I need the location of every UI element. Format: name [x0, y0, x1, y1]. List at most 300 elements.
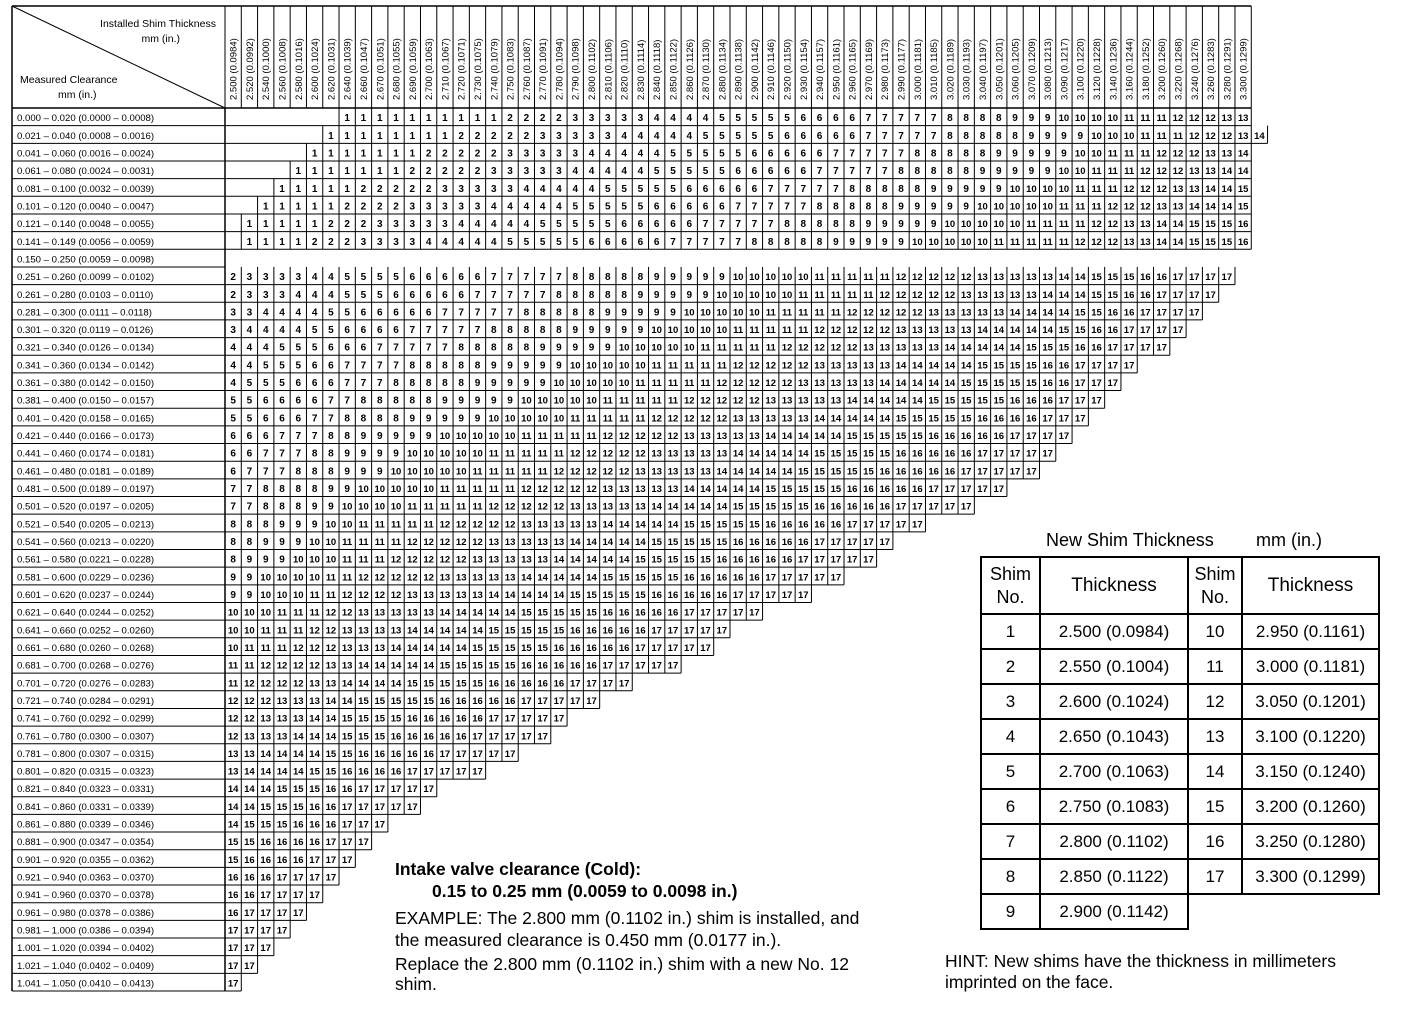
shim-number-cell: 4 — [621, 148, 627, 160]
shim-number-cell: 16 — [293, 854, 304, 866]
shim-number-cell: 4 — [556, 201, 562, 213]
shim-number-cell: 11 — [1107, 166, 1118, 178]
shim-number-cell: 17 — [244, 925, 255, 937]
shim-number-cell: 11 — [1042, 219, 1053, 231]
shim-number-cell: 12 — [1123, 183, 1135, 195]
shim-number-cell: 8 — [849, 201, 855, 213]
shim-number-cell: 17 — [1188, 272, 1200, 284]
shim-number-cell: 8 — [425, 378, 432, 390]
shim-number-cell: 12 — [716, 413, 728, 425]
shim-number-cell: 2 — [328, 219, 334, 231]
note-spec: 0.15 to 0.25 mm (0.0059 to 0.0098 in.) — [432, 881, 738, 901]
shim-number-cell: 9 — [1044, 166, 1051, 178]
shim-number-cell: 14 — [944, 378, 956, 390]
shim-number-cell: 5 — [393, 272, 399, 284]
shim-number-cell: 16 — [814, 501, 825, 513]
shim-number-cell: 11 — [407, 501, 418, 513]
shim-number-cell: 14 — [928, 360, 939, 372]
shim-number-cell: 12 — [455, 537, 467, 548]
shim-number-cell: 10 — [553, 395, 565, 407]
shim-number-cell: 4 — [572, 166, 579, 178]
shim-number-cell: 5 — [376, 272, 383, 284]
shim-number-cell: 14 — [455, 625, 467, 637]
shim-number-cell: 11 — [260, 625, 271, 637]
shim-number-cell: 15 — [309, 766, 320, 778]
shim-number-cell: 10 — [569, 395, 581, 407]
shim-number-cell: 17 — [1074, 360, 1086, 372]
shim-number-cell: 7 — [539, 272, 546, 284]
shim-number-cell: 13 — [651, 484, 662, 496]
shim-number-cell: 10 — [341, 501, 353, 513]
shim-number-cell: 10 — [716, 325, 728, 337]
shim-number-cell: 16 — [439, 695, 451, 707]
shim-number-cell: 13 — [553, 537, 565, 548]
shim-number-cell: 12 — [618, 431, 630, 443]
shim-number-cell: 10 — [732, 307, 744, 319]
shim-no: 13 — [1188, 719, 1242, 754]
installed-thickness-label: 3.000 (0.1181) — [912, 38, 924, 100]
shim-number-cell: 10 — [472, 431, 483, 443]
shim-number-cell: 15 — [977, 378, 988, 390]
shim-number-cell: 4 — [295, 307, 302, 319]
shim-number-cell: 15 — [765, 484, 777, 496]
shim-number-cell: 10 — [521, 413, 532, 425]
shim-number-cell: 7 — [865, 148, 872, 160]
shim-number-cell: 9 — [653, 289, 660, 301]
shim-number-cell: 7 — [881, 130, 888, 142]
shim-number-cell: 8 — [751, 236, 758, 248]
shim-number-cell: 17 — [1009, 448, 1021, 460]
shim-number-cell: 10 — [260, 589, 272, 601]
shim-number-cell: 14 — [977, 342, 988, 354]
shim-thickness: 2.900 (0.1142) — [1040, 894, 1188, 929]
shim-number-cell: 14 — [977, 325, 988, 337]
shim-number-cell: 17 — [1026, 466, 1037, 478]
shim-number-cell: 7 — [735, 219, 741, 231]
shim-number-cell: 13 — [374, 642, 386, 654]
shim-number-cell: 14 — [993, 342, 1005, 354]
shim-number-cell: 13 — [1172, 183, 1184, 195]
shim-number-cell: 16 — [667, 589, 679, 601]
shim-number-cell: 14 — [358, 660, 369, 672]
shim-number-cell: 17 — [341, 854, 353, 866]
installed-thickness-label: 3.220 (0.1268) — [1173, 38, 1185, 100]
shim-number-cell: 8 — [556, 325, 562, 337]
shim-number-cell: 14 — [390, 642, 402, 654]
shim-number-cell: 12 — [814, 325, 825, 337]
shim-number-cell: 9 — [572, 342, 579, 354]
shim-thickness: 2.800 (0.1102) — [1040, 824, 1188, 859]
shim-number-cell: 10 — [553, 413, 565, 425]
shim-number-cell: 17 — [1156, 307, 1167, 319]
shim-number-cell: 12 — [439, 554, 451, 566]
shim-number-cell: 8 — [262, 501, 269, 513]
shim-number-cell: 14 — [749, 484, 760, 496]
shim-number-cell: 12 — [1140, 201, 1151, 213]
shim-number-cell: 13 — [325, 678, 337, 690]
shim-number-cell: 11 — [700, 342, 711, 354]
shim-number-cell: 12 — [407, 537, 418, 548]
shim-number-cell: 15 — [1205, 236, 1216, 248]
shim-number-cell: 6 — [686, 183, 693, 195]
shim-number-cell: 17 — [830, 537, 842, 548]
shim-number-cell: 11 — [619, 395, 630, 407]
shim-number-cell: 14 — [341, 678, 353, 690]
shim-number-cell: 1 — [311, 148, 318, 160]
shim-number-cell: 1 — [279, 219, 285, 231]
shim-number-cell: 13 — [700, 448, 711, 460]
shim-number-cell: 9 — [409, 431, 416, 443]
measured-clearance-label: 0.681 – 0.700 (0.0268 – 0.0276) — [17, 660, 155, 672]
shim-number-cell: 6 — [849, 113, 855, 125]
shim-number-cell: 11 — [1075, 219, 1086, 231]
shim-number-cell: 3 — [458, 201, 464, 213]
shim-number-cell: 14 — [732, 448, 744, 460]
shim-number-cell: 14 — [798, 448, 809, 460]
shim-number-cell: 13 — [765, 413, 777, 425]
shim-number-cell: 13 — [863, 378, 874, 390]
measured-clearance-label: 0.121 – 0.140 (0.0048 – 0.0055) — [17, 219, 155, 231]
shim-number-cell: 11 — [1026, 219, 1037, 231]
measured-clearance-label: 0.741 – 0.760 (0.0292 – 0.0299) — [17, 713, 155, 725]
shim-number-cell: 12 — [1188, 148, 1200, 160]
shim-number-cell: 14 — [944, 342, 956, 354]
shim-number-cell: 11 — [749, 342, 760, 354]
shim-number-cell: 11 — [521, 448, 532, 460]
shim-number-cell: 16 — [244, 854, 255, 866]
shim-number-cell: 13 — [618, 501, 630, 513]
shim-number-cell: 7 — [816, 183, 823, 195]
shim-number-cell: 10 — [358, 501, 369, 513]
shim-number-cell: 5 — [246, 395, 253, 407]
shim-number-cell: 15 — [700, 554, 711, 566]
shim-number-cell: 16 — [423, 731, 434, 743]
shim-number-cell: 8 — [588, 289, 595, 301]
shim-number-cell: 11 — [293, 607, 304, 619]
shim-number-cell: 17 — [732, 589, 744, 601]
shim-number-cell: 4 — [262, 307, 269, 319]
new-shim-unit: mm (in.) — [1256, 530, 1322, 550]
shim-number-cell: 2 — [556, 113, 562, 125]
shim-number-cell: 11 — [700, 378, 711, 390]
shim-number-cell: 13 — [244, 748, 255, 760]
shim-number-cell: 12 — [260, 678, 272, 690]
shim-number-cell: 13 — [732, 413, 744, 425]
shim-number-cell: 17 — [798, 589, 809, 601]
shim-number-cell: 1 — [344, 113, 350, 125]
measured-clearance-label: 0.361 – 0.380 (0.0142 – 0.0150) — [17, 378, 155, 390]
shim-number-cell: 17 — [276, 925, 288, 937]
shim-number-cell: 8 — [539, 307, 546, 319]
shim-number-cell: 17 — [814, 537, 825, 548]
shim-number-cell: 14 — [309, 731, 320, 743]
shim-number-cell: 14 — [423, 660, 434, 672]
shim-number-cell: 12 — [781, 342, 793, 354]
shim-number-cell: 8 — [898, 166, 904, 178]
shim-number-cell: 9 — [621, 307, 627, 319]
shim-number-cell: 12 — [912, 307, 923, 319]
shim-number-cell: 15 — [912, 413, 923, 425]
shim-number-cell: 12 — [846, 307, 858, 319]
shim-number-cell: 17 — [846, 554, 858, 566]
shim-number-cell: 16 — [863, 501, 874, 513]
shim-number-cell: 12 — [325, 607, 337, 619]
shim-number-cell: 12 — [667, 413, 679, 425]
shim-number-cell: 15 — [1237, 183, 1249, 195]
shim-number-cell: 12 — [1188, 113, 1200, 125]
measured-clearance-label: 0.541 – 0.560 (0.0213 – 0.0220) — [17, 537, 155, 548]
shim-number-cell: 11 — [1058, 201, 1069, 213]
shim-number-cell: 12 — [1172, 148, 1184, 160]
shim-number-cell: 9 — [930, 183, 937, 195]
shim-number-cell: 14 — [423, 625, 434, 637]
shim-number-cell: 12 — [1172, 113, 1184, 125]
shim-number-cell: 6 — [230, 448, 236, 460]
shim-number-cell: 10 — [1026, 183, 1037, 195]
shim-number-cell: 14 — [244, 801, 255, 813]
shim-number-cell: 12 — [700, 395, 711, 407]
shim-number-cell: 15 — [977, 360, 988, 372]
shim-number-cell: 1 — [409, 113, 416, 125]
shim-number-cell: 13 — [309, 678, 320, 690]
shim-number-cell: 14 — [439, 625, 451, 637]
shim-no: 6 — [981, 789, 1040, 824]
shim-number-cell: 10 — [977, 201, 988, 213]
shim-number-cell: 9 — [898, 201, 904, 213]
shim-number-cell: 7 — [442, 325, 448, 337]
installed-thickness-label: 2.970 (0.1169) — [863, 38, 875, 100]
installed-thickness-label: 2.760 (0.1087) — [521, 38, 533, 100]
shim-number-cell: 7 — [442, 307, 448, 319]
shim-number-cell: 11 — [781, 325, 793, 337]
shim-number-cell: 16 — [635, 607, 646, 619]
shim-number-cell: 7 — [670, 236, 676, 248]
shim-number-cell: 15 — [309, 784, 320, 796]
shim-number-cell: 15 — [618, 589, 630, 601]
shim-number-cell: 13 — [960, 289, 972, 301]
shim-number-cell: 15 — [977, 395, 988, 407]
shim-number-cell: 16 — [944, 448, 956, 460]
shim-number-cell: 2 — [344, 201, 350, 213]
shim-number-cell: 13 — [309, 695, 320, 707]
shim-number-cell: 14 — [341, 695, 353, 707]
shim-number-cell: 1 — [295, 236, 302, 248]
shim-number-cell: 13 — [504, 572, 516, 584]
shim-number-cell: 1 — [344, 130, 350, 142]
installed-thickness-label: 2.720 (0.1071) — [456, 38, 468, 100]
shim-number-cell: 17 — [1091, 378, 1102, 390]
hint-line-1: HINT: New shims have the thickness in millimeters — [945, 951, 1336, 971]
shim-number-cell: 11 — [1026, 236, 1037, 248]
shim-number-cell: 15 — [439, 660, 451, 672]
installed-thickness-label: 3.050 (0.1201) — [994, 38, 1006, 100]
shim-number-cell: 12 — [700, 413, 711, 425]
installed-thickness-label: 3.080 (0.1213) — [1043, 38, 1055, 100]
shim-number-cell: 9 — [979, 183, 986, 195]
shim-number-cell: 14 — [1074, 289, 1086, 301]
shim-number-cell: 16 — [879, 501, 891, 513]
shim-number-cell: 5 — [344, 272, 350, 284]
shim-number-cell: 8 — [995, 130, 1002, 142]
shim-number-cell: 4 — [670, 130, 676, 142]
shim-number-cell: 11 — [342, 572, 353, 584]
shim-number-cell: 14 — [944, 360, 956, 372]
shim-number-cell: 12 — [1074, 236, 1086, 248]
shim-number-cell: 12 — [732, 378, 744, 390]
shim-number-cell: 6 — [409, 272, 416, 284]
shim-number-cell: 9 — [539, 342, 546, 354]
shim-number-cell: 17 — [1107, 342, 1119, 354]
shim-number-cell: 11 — [472, 501, 483, 513]
shim-number-cell: 14 — [309, 713, 320, 725]
shim-number-cell: 4 — [491, 219, 497, 231]
shim-number-cell: 6 — [702, 183, 709, 195]
shim-number-cell: 7 — [816, 166, 823, 178]
shim-number-cell: 5 — [605, 201, 611, 213]
shim-number-cell: 17 — [309, 872, 320, 884]
shim-number-cell: 7 — [474, 289, 481, 301]
shim-number-cell: 2 — [230, 272, 236, 284]
shim-number-cell: 15 — [1107, 272, 1119, 284]
shim-number-cell: 7 — [360, 360, 367, 372]
shim-number-cell: 8 — [800, 219, 807, 231]
shim-number-cell: 12 — [716, 395, 728, 407]
shim-number-cell: 15 — [830, 448, 842, 460]
shim-number-cell: 13 — [358, 642, 369, 654]
shim-number-cell: 11 — [684, 378, 695, 390]
shim-number-cell: 12 — [423, 572, 434, 584]
shim-number-cell: 4 — [279, 307, 285, 319]
shim-number-cell: 14 — [700, 501, 711, 513]
shim-number-cell: 13 — [863, 360, 874, 372]
shim-number-cell: 12 — [960, 272, 972, 284]
shim-number-cell: 16 — [1042, 378, 1053, 390]
shim-number-cell: 15 — [863, 431, 874, 443]
shim-number-cell: 13 — [341, 625, 353, 637]
shim-number-cell: 15 — [407, 678, 418, 690]
measured-clearance-label: 0.501 – 0.520 (0.0197 – 0.0205) — [17, 501, 155, 513]
installed-thickness-label: 2.670 (0.1051) — [375, 38, 387, 100]
shim-number-cell: 15 — [455, 678, 467, 690]
shim-number-cell: 13 — [521, 537, 532, 548]
shim-number-cell: 13 — [276, 713, 288, 725]
installed-thickness-label: 3.010 (0.1185) — [929, 38, 941, 100]
shim-number-cell: 14 — [407, 642, 418, 654]
shim-number-cell: 8 — [572, 289, 579, 301]
shim-number-cell: 6 — [751, 166, 758, 178]
shim-number-cell: 17 — [244, 960, 255, 972]
shim-number-cell: 9 — [328, 501, 334, 513]
shim-number-cell: 16 — [537, 660, 548, 672]
shim-number-cell: 2 — [409, 183, 416, 195]
shim-number-cell: 15 — [781, 484, 793, 496]
shim-number-cell: 17 — [260, 925, 272, 937]
shim-number-cell: 16 — [325, 801, 337, 813]
shim-number-cell: 16 — [244, 872, 255, 884]
shim-number-cell: 9 — [1044, 113, 1051, 125]
shim-number-cell: 4 — [572, 183, 579, 195]
shim-number-cell: 7 — [311, 431, 318, 443]
installed-thickness-label: 2.740 (0.1079) — [489, 38, 501, 100]
shim-number-cell: 14 — [993, 325, 1005, 337]
installed-thickness-label: 3.090 (0.1217) — [1059, 38, 1071, 100]
shim-number-cell: 4 — [523, 219, 530, 231]
shim-number-cell: 7 — [833, 148, 839, 160]
shim-number-cell: 5 — [556, 219, 562, 231]
shim-number-cell: 11 — [358, 519, 369, 531]
shim-number-cell: 15 — [358, 713, 369, 725]
shim-number-cell: 12 — [895, 289, 907, 301]
shim-number-cell: 11 — [814, 289, 825, 301]
shim-number-cell: 7 — [865, 113, 872, 125]
shim-number-cell: 7 — [849, 166, 855, 178]
shim-number-cell: 16 — [765, 554, 777, 566]
shim-number-cell: 3 — [230, 307, 236, 319]
shim-number-cell: 12 — [488, 519, 500, 531]
shim-number-cell: 15 — [798, 501, 809, 513]
installed-thickness-label: 3.240 (0.1276) — [1189, 38, 1201, 100]
shim-number-cell: 17 — [716, 625, 728, 637]
shim-number-cell: 17 — [977, 448, 988, 460]
shim-number-cell: 2 — [474, 148, 481, 160]
shim-number-cell: 11 — [488, 466, 499, 478]
shim-number-cell: 15 — [798, 466, 809, 478]
shim-number-cell: 6 — [735, 166, 741, 178]
shim-number-cell: 11 — [586, 431, 597, 443]
shim-number-cell: 12 — [1123, 201, 1135, 213]
shim-number-cell: 12 — [749, 395, 760, 407]
shim-number-cell: 6 — [376, 325, 383, 337]
shim-number-cell: 17 — [749, 607, 760, 619]
installed-thickness-label: 2.940 (0.1157) — [815, 38, 827, 100]
shim-number-cell: 17 — [1140, 342, 1151, 354]
shim-number-cell: 1 — [474, 113, 481, 125]
shim-number-cell: 16 — [553, 660, 565, 672]
shim-number-cell: 9 — [311, 519, 318, 531]
shim-number-cell: 5 — [556, 236, 562, 248]
installed-thickness-label: 2.620 (0.1031) — [326, 38, 338, 100]
shim-number-cell: 6 — [393, 307, 399, 319]
shim-number-cell: 15 — [260, 819, 272, 831]
shim-number-cell: 8 — [393, 413, 399, 425]
shim-number-cell: 13 — [227, 748, 239, 760]
shim-no: 4 — [981, 719, 1040, 754]
shim-number-cell: 9 — [637, 307, 644, 319]
shim-number-cell: 16 — [895, 466, 907, 478]
shim-number-cell: 6 — [246, 448, 253, 460]
shim-number-cell: 17 — [651, 660, 662, 672]
measured-clearance-label: 0.581 – 0.600 (0.0229 – 0.0236) — [17, 572, 155, 584]
shim-number-cell: 12 — [309, 642, 320, 654]
shim-number-cell: 14 — [667, 519, 679, 531]
measured-label: Measured Clearance — [20, 74, 118, 86]
shim-number-cell: 13 — [423, 607, 434, 619]
shim-number-cell: 13 — [960, 325, 972, 337]
shim-number-cell: 15 — [472, 660, 483, 672]
installed-thickness-label: 2.540 (0.1000) — [261, 38, 273, 100]
shim-number-cell: 10 — [227, 642, 239, 654]
shim-number-cell: 3 — [246, 272, 253, 284]
shim-number-cell: 1 — [393, 166, 399, 178]
shim-number-cell: 14 — [1042, 307, 1053, 319]
shim-number-cell: 5 — [735, 113, 741, 125]
shim-number-cell: 6 — [295, 395, 302, 407]
shim-number-cell: 14 — [700, 484, 711, 496]
shim-number-cell: 6 — [458, 272, 464, 284]
shim-number-cell: 13 — [863, 342, 874, 354]
shim-number-cell: 7 — [751, 201, 758, 213]
note-title: Intake valve clearance (Cold): — [395, 859, 642, 879]
